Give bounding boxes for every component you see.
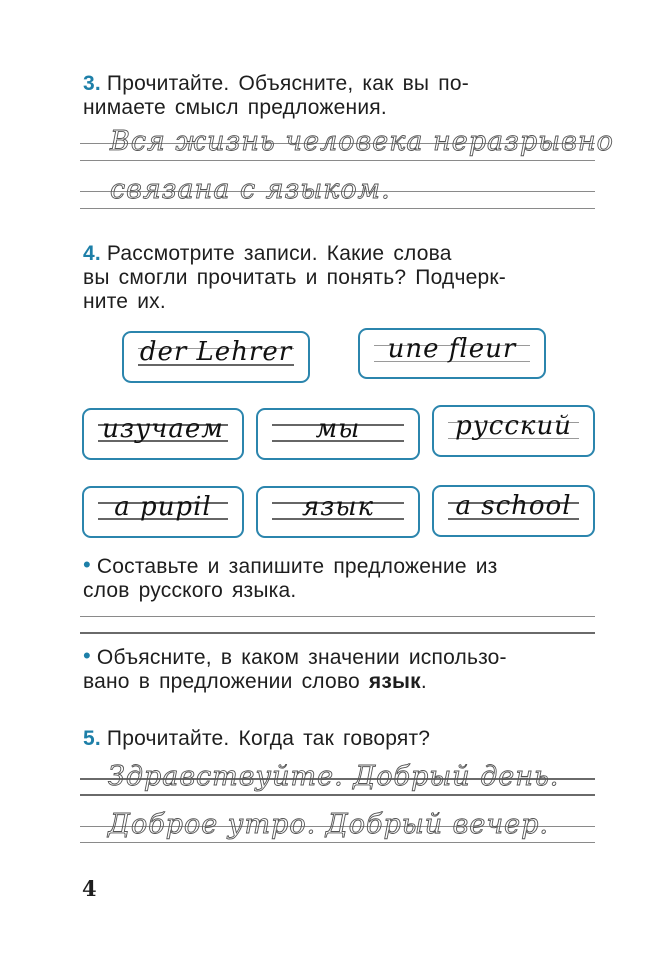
exercise-4-instruction: 4. Рассмотрите записи. Какие слова вы смогли прочитать и понять? Подчерк- ните их. — [83, 242, 506, 313]
word-card-text: русский — [455, 411, 572, 441]
ruling-line — [80, 208, 595, 209]
word-card-text: мы — [315, 414, 361, 444]
bullet-icon: • — [83, 643, 91, 668]
task-explain-meaning: • Объясните, в каком значении использо- вано в предложении слово язык. — [83, 643, 507, 693]
word-card[interactable] — [122, 331, 310, 383]
ruling-line — [80, 842, 595, 843]
word-card[interactable] — [358, 328, 546, 379]
copy-text-cursive: Здравствуйте. Добрый день. — [108, 761, 560, 792]
word-card[interactable] — [82, 486, 244, 538]
word-card[interactable] — [82, 408, 244, 460]
answer-line[interactable] — [80, 632, 595, 634]
bullet-icon: • — [83, 552, 91, 577]
word-card[interactable] — [432, 405, 595, 457]
ruling-line — [80, 160, 595, 161]
exercise-5-instruction: 5. Прочитайте. Когда так говорят? — [83, 727, 431, 750]
word-card-text: der Lehrer — [139, 337, 293, 367]
page-number: 4 — [82, 876, 97, 901]
task-compose-sentence: • Составьте и запишите предложение из слов русского языка. — [83, 552, 498, 602]
exercise-number: 5. — [83, 727, 101, 750]
copy-text-cursive: Вся жизнь человека неразрывно — [110, 126, 614, 157]
word-card[interactable] — [256, 486, 420, 538]
copy-text-cursive: Доброе утро. Добрый вечер. — [108, 809, 550, 840]
word-card-text: a school — [455, 491, 572, 521]
word-card-text: язык — [301, 492, 375, 522]
word-card-text: a pupil — [114, 492, 212, 522]
word-card[interactable] — [432, 485, 595, 537]
exercise-number: 3. — [83, 72, 101, 95]
ruling-line — [80, 794, 595, 796]
exercise-number: 4. — [83, 242, 101, 265]
copy-text-cursive: связана с языком. — [110, 174, 391, 205]
keyword: язык — [368, 670, 421, 693]
word-card-text: изучаем — [102, 414, 224, 444]
exercise-3-instruction: 3. Прочитайте. Объясните, как вы по- нимаете смысл предложения. — [83, 72, 469, 119]
answer-line[interactable] — [80, 616, 595, 617]
word-card-text: une fleur — [387, 334, 517, 364]
word-card[interactable] — [256, 408, 420, 460]
